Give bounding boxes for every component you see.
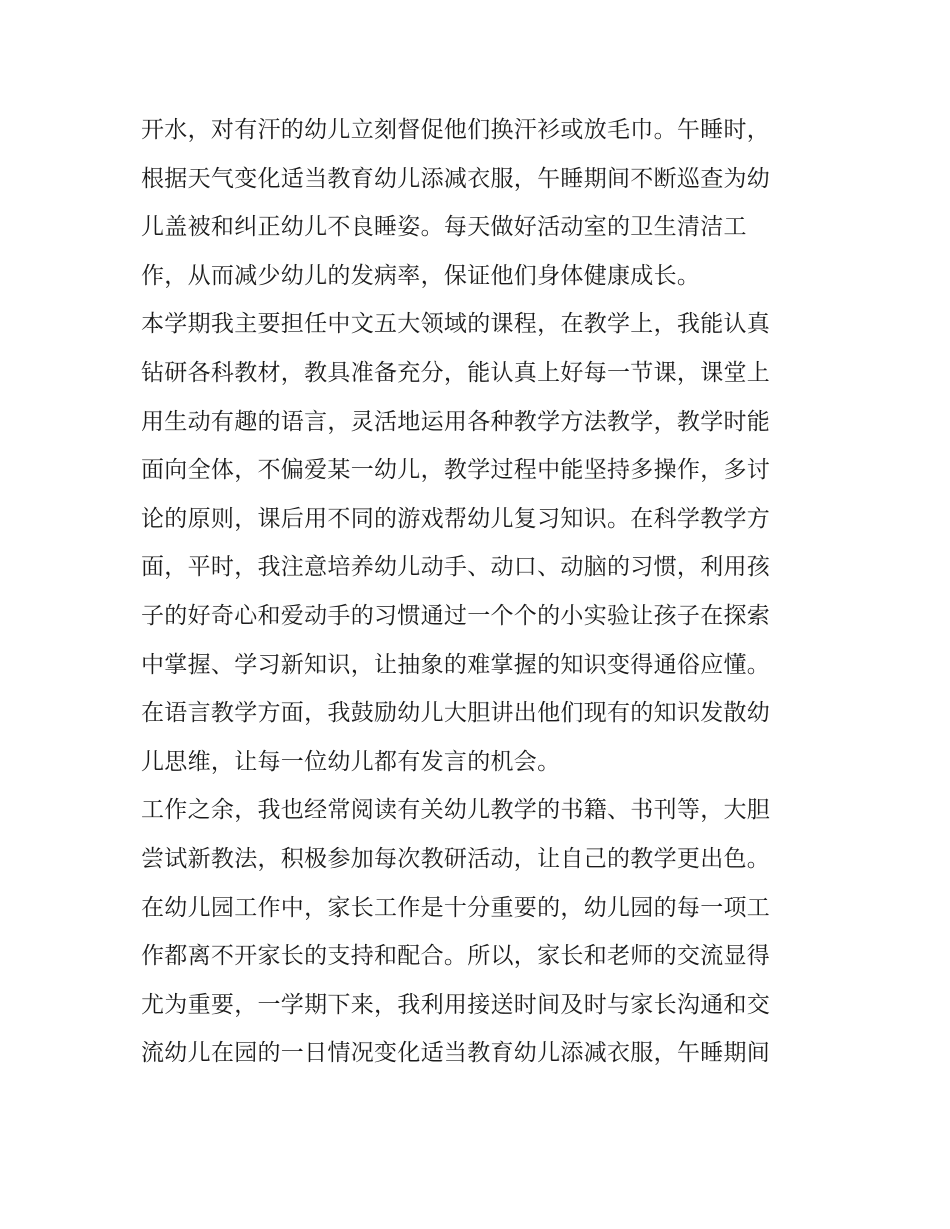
text-line: 工作之余，我也经常阅读有关幼儿教学的书籍、书刊等，大胆 [141, 797, 771, 824]
text-line: 本学期我主要担任中文五大领域的课程，在教学上，我能认真 [141, 311, 771, 338]
text-line: 根据天气变化适当教育幼儿添减衣服，午睡期间不断巡查为幼 [141, 165, 771, 192]
text-line: 儿思维，让每一位幼儿都有发言的机会。 [141, 748, 561, 775]
text-line: 在幼儿园工作中，家长工作是十分重要的，幼儿园的每一项工 [141, 894, 771, 921]
text-line: 中掌握、学习新知识，让抽象的难掌握的知识变得通俗应懂。 [141, 651, 771, 678]
text-line: 儿盖被和纠正幼儿不良睡姿。每天做好活动室的卫生清洁工 [141, 214, 747, 241]
text-line: 钻研各科教材，教具准备充分，能认真上好每一节课，课堂上 [141, 359, 771, 386]
text-line: 流幼儿在园的一日情况变化适当教育幼儿添减衣服，午睡期间 [141, 1040, 771, 1067]
text-line: 作，从而减少幼儿的发病率，保证他们身体健康成长。 [141, 262, 701, 289]
text-line: 尝试新教法，积极参加每次教研活动，让自己的教学更出色。 [141, 845, 771, 872]
text-line: 用生动有趣的语言，灵活地运用各种教学方法教学，教学时能 [141, 408, 771, 435]
text-line: 论的原则，课后用不同的游戏帮幼儿复习知识。在科学教学方 [141, 505, 771, 532]
text-line: 面，平时，我注意培养幼儿动手、动口、动脑的习惯，利用孩 [141, 554, 771, 581]
text-line: 面向全体，不偏爱某一幼儿，教学过程中能坚持多操作，多讨 [141, 457, 771, 484]
text-line: 作都离不开家长的支持和配合。所以，家长和老师的交流显得 [141, 943, 771, 970]
text-line: 开水，对有汗的幼儿立刻督促他们换汗衫或放毛巾。午睡时， [141, 117, 771, 143]
document-body [141, 106, 821, 1078]
text-line: 尤为重要，一学期下来，我利用接送时间及时与家长沟通和交 [141, 991, 771, 1018]
text-line: 在语言教学方面，我鼓励幼儿大胆讲出他们现有的知识发散幼 [141, 700, 771, 727]
text-line: 子的好奇心和爱动手的习惯通过一个个的小实验让孩子在探索 [141, 602, 771, 629]
